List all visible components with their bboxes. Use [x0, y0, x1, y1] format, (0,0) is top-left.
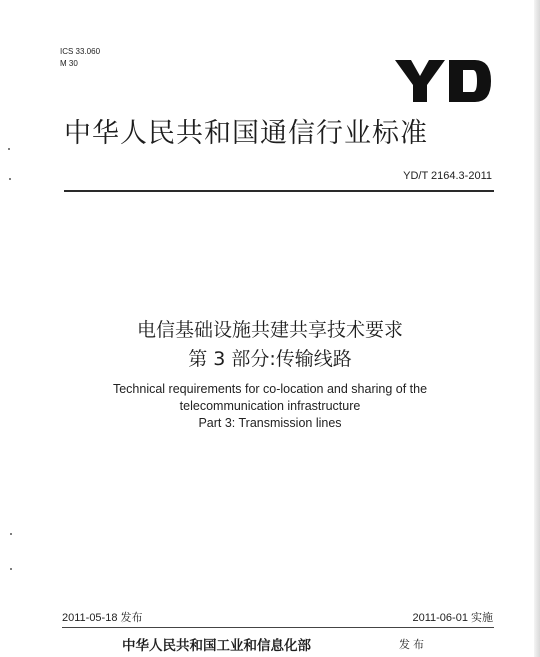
scan-speck — [8, 148, 10, 150]
ics-code: ICS 33.060 — [60, 47, 101, 56]
document-title-english-line1: Technical requirements for co-location and sharing of the — [112, 382, 428, 396]
classification-block — [60, 46, 100, 70]
standard-title: 中华人民共和国通信行业标准 — [64, 118, 428, 149]
publisher-name: 中华人民共和国工业和信息化部 — [122, 638, 311, 654]
scan-speck — [9, 178, 11, 180]
publish-label: 发布 — [399, 638, 427, 651]
yd-logo — [393, 58, 493, 104]
standard-number: YD/T 2164.3-2011 — [403, 170, 492, 182]
document-part-chinese: 第 3 部分:传输线路 — [188, 348, 352, 370]
document-title-english-line2: telecommunication infrastructure — [179, 399, 361, 413]
document-title-english-line3: Part 3: Transmission lines — [198, 416, 342, 430]
issue-date: 2011-05-18 发布 — [62, 612, 143, 624]
scan-speck — [10, 533, 12, 535]
header-divider — [64, 190, 494, 192]
document-title-chinese: 电信基础设施共建共享技术要求 — [136, 319, 403, 341]
implementation-date: 2011-06-01 实施 — [412, 612, 493, 624]
scan-speck — [10, 568, 12, 570]
footer-divider — [62, 627, 494, 628]
classification-code: M 30 — [60, 59, 78, 68]
